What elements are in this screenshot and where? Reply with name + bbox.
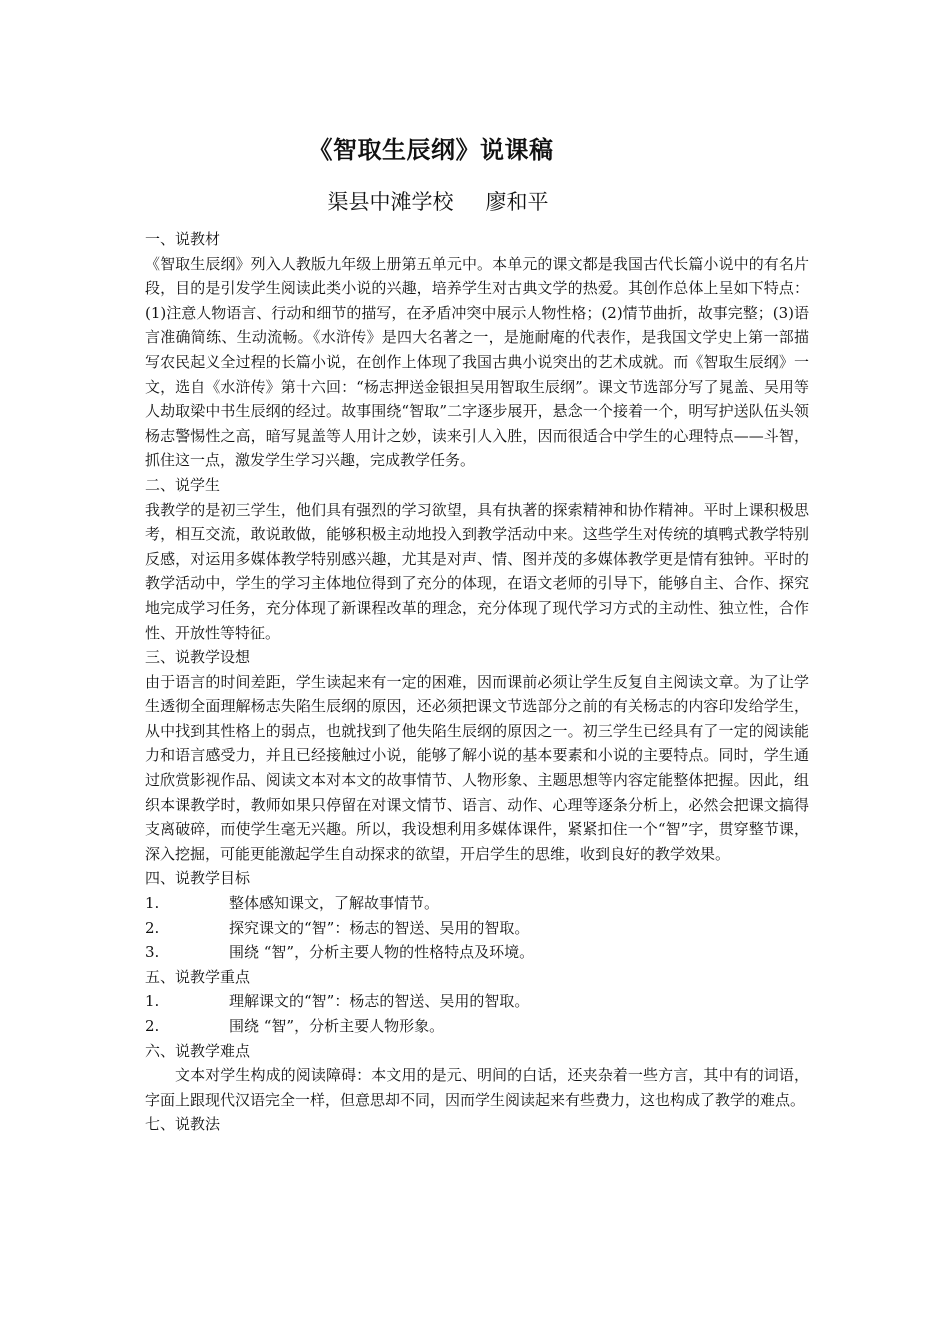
- list-text: 整体感知课文，了解故事情节。: [229, 894, 440, 913]
- list-item: [145, 989, 809, 1014]
- section-heading-methods: 七、说教法: [145, 1115, 221, 1134]
- list-number: 2.: [145, 1017, 160, 1035]
- list-text: 围绕 “智”，分析主要人物形象。: [229, 1017, 445, 1035]
- section-heading-objectives: 四、说教学目标: [145, 869, 251, 888]
- list-item: [145, 940, 809, 965]
- section-heading-key-points: 五、说教学重点: [145, 967, 251, 986]
- section-body-students: 我教学的是初三学生，他们具有强烈的学习欲望，具有执著的探索精神和协作精神。平时上课积极思考，相互交流，敢说敢做，能够积极主动地投入到教学活动中来。这些学生对传统的填鸭式教学特别反感，对运用多媒体教学特别感兴趣，尤其是对声、情、图并茂的多媒体教学更是情有独钟。平时的教学活动中，学生的学习主体地位得到了充分的体现，在语文老师的引导下，能够自主、合作、探究地完成学习任务，充分体现了新课程改革的理念，充分体现了现代学习方式的主动性、独立性，合作性、开放性等特征。: [145, 500, 809, 642]
- list-number: 3.: [145, 943, 160, 962]
- section-heading-difficulties: 六、说教学难点: [145, 1041, 251, 1060]
- section-body-teaching-plan: 由于语言的时间差距，学生读起来有一定的困难，因而课前必须让学生反复自主阅读文章。为了让学生透彻全面理解杨志失陷生辰纲的原因，还必须把课文节选部分之前的有关杨志的内容印发给学生，从中找到其性格上的弱点，也就找到了他失陷生辰纲的原因之一。初三学生已经具有了一定的阅读能力和语言感受力，并且已经接触过小说，能够了解小说的基本要素和小说的主要特点。同时，学生通过欣赏影视作品、阅读文本对本文的故事情节、人物形象、主题思想等内容定能整体把握。因此，组织本课教学时，教师如果只停留在对课文情节、语言、动作、心理等逐条分析上，必然会把课文搞得支离破碎，而使学生毫无兴趣。所以，我设想利用多媒体课件，紧紧扣住一个“智”字，贯穿整节课，深入挖掘，可能更能激起学生自动探求的欲望，开启学生的思维，收到良好的教学效果。: [145, 672, 809, 863]
- section-heading-textbook: 一、说教材: [145, 230, 221, 248]
- section-heading-students: 二、说学生: [145, 475, 221, 494]
- list-item: [145, 916, 809, 941]
- document-body: [145, 227, 809, 1137]
- section-body-difficulties: 文本对学生构成的阅读障碍：本文用的是元、明间的白话，还夹杂着一些方言，其中有的词语，字面上跟现代汉语完全一样，但意思却不同，因而学生阅读起来有些费力，这也构成了教学的难点。: [145, 1066, 809, 1109]
- list-text: 理解课文的“智”：杨志的智送、吴用的智取。: [229, 992, 530, 1011]
- author-line: [0, 188, 876, 216]
- list-item: [145, 1014, 809, 1039]
- document-title: 《智取生辰纲》说课稿: [308, 136, 554, 164]
- list-item: [145, 891, 809, 916]
- list-number: 1.: [145, 894, 160, 913]
- section-heading-teaching-plan: 三、说教学设想: [145, 648, 251, 667]
- list-text: 探究课文的“智”：杨志的智送、吴用的智取。: [229, 918, 530, 937]
- list-number: 2.: [145, 918, 160, 937]
- list-text: 围绕 “智”，分析主要人物的性格特点及环境。: [229, 943, 535, 962]
- section-body-textbook: 《智取生辰纲》列入人教版九年级上册第五单元中。本单元的课文都是我国古代长篇小说中的有名片段，目的是引发学生阅读此类小说的兴趣，培养学生对古典文学的热爱。其创作总体上呈如下特点：(1)注意人物语言、行动和细节的描写，在矛盾冲突中展示人物性格；(2)情节曲折，故事完整；(3)语言准确简练、生动流畅。《水浒传》是四大名著之一，是施耐庵的代表作，是我国文学史上第一部描写农民起义全过程的长篇小说，在创作上体现了我国古典小说突出的艺术成就。而《智取生辰纲》一文，选自《水浒传》第十六回：“杨志押送金银担吴用智取生辰纲”。课文节选部分写了晁盖、吴用等人劫取梁中书生辰纲的经过。故事围绕“智取”二字逐步展开，悬念一个接着一个，明写护送队伍头领杨志警惕性之高，暗写晁盖等人用计之妙，读来引人入胜，因而很适合中学生的心理特点——斗智，抓住这一点，激发学生学习兴趣，完成教学任务。: [145, 254, 809, 470]
- list-number: 1.: [145, 992, 160, 1011]
- school-name: 渠县中滩学校: [327, 190, 454, 214]
- author-name: 廖和平: [485, 190, 549, 214]
